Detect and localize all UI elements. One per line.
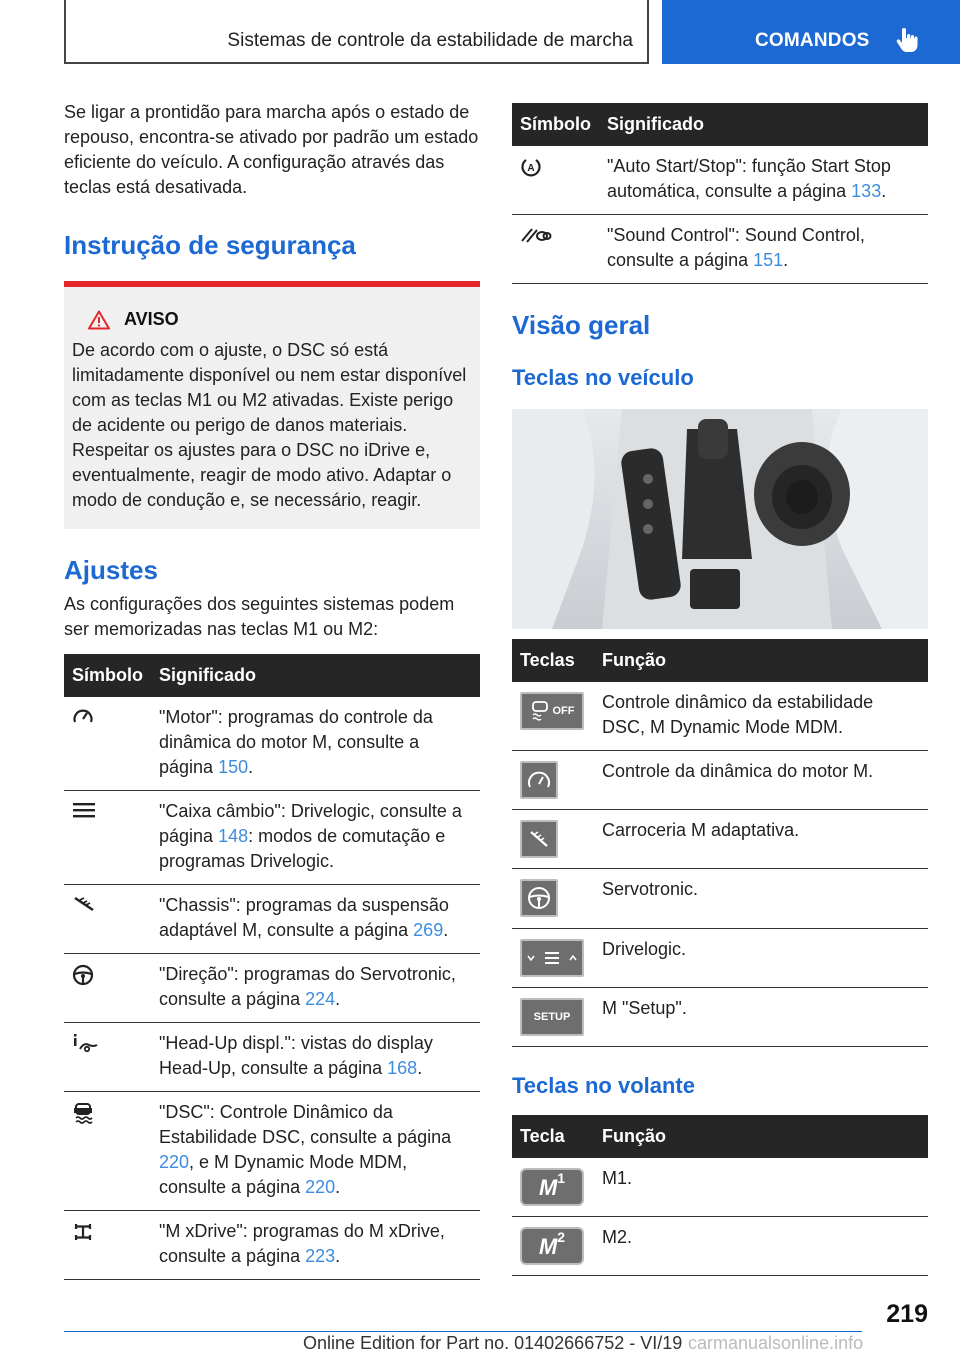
gearbox-icon bbox=[72, 801, 96, 819]
chapter-title: Sistemas de controle da estabilidade de marcha bbox=[227, 30, 633, 51]
center-console-photo bbox=[512, 409, 928, 629]
col-header-symbol: Símbolo bbox=[64, 654, 151, 697]
edition-text: Online Edition for Part no. 01402666752 - VI/19 bbox=[303, 1333, 683, 1353]
table-row: "M xDrive": programas do M xDrive, consulte a página 223. bbox=[64, 1211, 480, 1280]
suspension-icon bbox=[72, 895, 96, 913]
sound-control-icon bbox=[520, 225, 552, 245]
servotronic-key bbox=[520, 879, 558, 917]
dsc-icon bbox=[530, 700, 550, 722]
table-row: "DSC": Controle Dinâmico da Estabilidade DSC, consulte a página 220, e M Dynamic Mode MDM, consulte a página 220. bbox=[64, 1092, 480, 1211]
footer-divider bbox=[64, 1331, 862, 1332]
table-row: Controle da dinâmica do motor M. bbox=[512, 751, 928, 810]
warning-text: De acordo com o ajuste, o DSC só está limitadamente disponível ou nem estar disponível com as teclas M1 ou M2 ativadas. Existe perigo de acidente ou perigo de danos materiais. Respeitar os ajustes para o DSC no iDrive e, eventualmente, reagir de modo ativo. Adaptar o modo de condução e, se necessário, reagir. bbox=[72, 340, 467, 510]
table-row: Servotronic. bbox=[512, 869, 928, 929]
left-column bbox=[64, 100, 480, 1280]
engine-dynamics-key bbox=[520, 761, 558, 799]
setup-key: SETUP bbox=[520, 998, 584, 1036]
col-header-symbol: Símbolo bbox=[512, 103, 599, 146]
vehicle-keys-heading: Teclas no veículo bbox=[512, 365, 694, 390]
col-header-function: Função bbox=[594, 1115, 928, 1158]
table-row: Carroceria M adaptativa. bbox=[512, 810, 928, 869]
page-link[interactable]: 269 bbox=[413, 920, 444, 940]
head-up-display-icon bbox=[72, 1033, 98, 1053]
overview-heading: Visão geral bbox=[512, 310, 651, 340]
page-link[interactable]: 150 bbox=[218, 757, 249, 777]
gauge-icon bbox=[72, 707, 94, 725]
steering-wheel-icon bbox=[526, 885, 552, 911]
table-row: Drivelogic. bbox=[512, 929, 928, 988]
settings-table-continued bbox=[512, 103, 928, 284]
section-tab-label: COMANDOS bbox=[755, 30, 870, 51]
dsc-off-key: OFF bbox=[520, 692, 584, 730]
m1-key: M 1 bbox=[520, 1168, 584, 1206]
suspension-icon bbox=[526, 828, 552, 850]
drivelogic-key bbox=[520, 939, 584, 977]
col-header-meaning: Significado bbox=[599, 103, 928, 146]
col-header-meaning: Significado bbox=[151, 654, 480, 697]
table-row: "Head-Up displ.": vistas do display Head-Up, consulte a página 168. bbox=[64, 1023, 480, 1092]
safety-heading: Instrução de segurança bbox=[64, 230, 356, 260]
svg-text:A: A bbox=[527, 163, 535, 174]
warning-box bbox=[64, 281, 480, 529]
chevron-down-icon bbox=[527, 955, 535, 961]
xdrive-icon bbox=[72, 1221, 94, 1243]
dsc-icon bbox=[72, 1102, 94, 1126]
watermark: carmanualsonline.info bbox=[688, 1333, 864, 1353]
chevron-up-icon bbox=[569, 955, 577, 961]
right-column bbox=[512, 103, 928, 1276]
section-tab[interactable] bbox=[662, 0, 960, 64]
table-row: SETUP M "Setup". bbox=[512, 988, 928, 1047]
page-link[interactable]: 223 bbox=[305, 1246, 336, 1266]
table-row: M 2 M2. bbox=[512, 1217, 928, 1276]
steering-wheel-icon bbox=[72, 964, 94, 986]
table-row: "Sound Control": Sound Control, consulte a página 151. bbox=[512, 215, 928, 284]
col-header-keys: Teclas bbox=[512, 639, 594, 682]
page-number: 219 bbox=[886, 1300, 928, 1328]
header-title-box bbox=[64, 0, 649, 64]
page-link[interactable]: 168 bbox=[387, 1058, 418, 1078]
m2-key: M 2 bbox=[520, 1227, 584, 1265]
auto-start-stop-icon bbox=[520, 156, 542, 178]
table-row: A "Auto Start/Stop": função Start Stop automática, consulte a página 133. bbox=[512, 146, 928, 215]
vehicle-keys-table bbox=[512, 639, 928, 1047]
wheel-keys-table bbox=[512, 1115, 928, 1276]
col-header-function: Função bbox=[594, 639, 928, 682]
hand-pointer-icon bbox=[895, 26, 919, 54]
page-link[interactable]: 148 bbox=[218, 826, 249, 846]
page-link[interactable]: 133 bbox=[851, 181, 882, 201]
page-link[interactable]: 224 bbox=[305, 989, 336, 1009]
settings-table bbox=[64, 654, 480, 1280]
warning-triangle-icon bbox=[88, 310, 110, 330]
table-row: "Caixa câmbio": Drivelogic, consulte a página 148: modos de comutação e programas Drivelogic. bbox=[64, 791, 480, 885]
table-row: M 1 M1. bbox=[512, 1158, 928, 1217]
page-link[interactable]: 151 bbox=[753, 250, 784, 270]
center-console-illustration bbox=[512, 409, 928, 629]
table-row: "Direção": programas do Servotronic, consulte a página 224. bbox=[64, 954, 480, 1023]
page-link[interactable]: 220 bbox=[305, 1177, 336, 1197]
intro-paragraph: Se ligar a prontidão para marcha após o estado de repouso, encontra-se ativado por padrão um estado eficiente do veículo. A configuração através das teclas está desativada. bbox=[64, 102, 479, 197]
settings-paragraph: As configurações dos seguintes sistemas podem ser memorizadas nas teclas M1 ou M2: bbox=[64, 594, 455, 639]
gearbox-icon bbox=[544, 951, 560, 965]
adaptive-suspension-key bbox=[520, 820, 558, 858]
warning-title: AVISO bbox=[124, 309, 179, 329]
col-header-key: Tecla bbox=[512, 1115, 594, 1158]
table-row: OFF Controle dinâmico da estabilidade DSC, M Dynamic Mode MDM. bbox=[512, 682, 928, 751]
table-row: "Chassis": programas da suspensão adaptável M, consulte a página 269. bbox=[64, 885, 480, 954]
table-row: "Motor": programas do controle da dinâmica do motor M, consulte a página 150. bbox=[64, 697, 480, 791]
wheel-keys-heading: Teclas no volante bbox=[512, 1073, 695, 1098]
settings-heading: Ajustes bbox=[64, 555, 158, 585]
page-link[interactable]: 220 bbox=[159, 1152, 190, 1172]
gauge-icon bbox=[526, 769, 552, 791]
